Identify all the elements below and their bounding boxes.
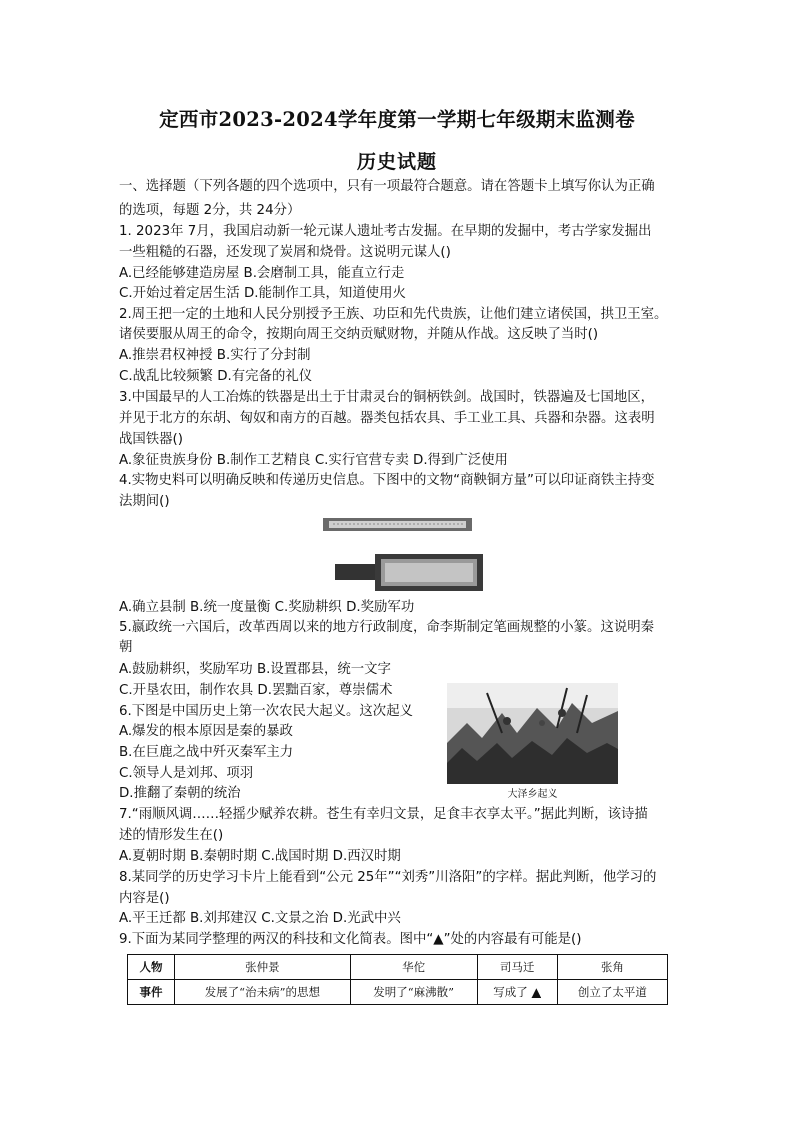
triangle-marker-icon: ▲ — [531, 985, 541, 999]
q1-stem-cont: 一些粗糙的石器，还发现了炭屑和烧骨。这说明元谋人() — [119, 245, 451, 260]
q1-options-cd: C.开始过着定居生活 D.能制作工具，知道使用火 — [119, 286, 406, 301]
q2-stem: 2.周王把一定的土地和人民分别授予王族、功臣和先代贵族，让他们建立诸侯国，拱卫王室。 — [119, 307, 668, 322]
bronze-measure-top-image — [323, 516, 472, 533]
q6-option-b: B.在巨鹿之战中歼灭秦军主力 — [119, 745, 294, 760]
q1-options-ab: A.已经能够建造房屋 B.会磨制工具，能直立行走 — [119, 266, 405, 281]
table-cell: 张角 — [557, 955, 667, 980]
section-heading-cont: 的选项，每题 2分，共 24分） — [119, 203, 301, 218]
table-cell: 张仲景 — [175, 955, 351, 980]
table-cell — [477, 980, 557, 1005]
exam-subtitle: 历史试题 — [356, 151, 437, 173]
q4-options: A.确立县制 B.统一度量衡 C.奖励耕织 D.奖励军功 — [119, 600, 415, 615]
exam-title: 定西市2023-2024学年度第一学期七年级期末监测卷 — [159, 108, 635, 131]
table-row — [128, 955, 668, 980]
q4-stem-cont: 法期间() — [119, 494, 170, 509]
q3-stem-cont: 并见于北方的东胡、匈奴和南方的百越。器类包括农具、手工业工具、兵器和杂器。这表明 — [119, 411, 655, 426]
q6-option-a: A.爆发的根本原因是秦的暴政 — [119, 724, 293, 739]
q3-options: A.象征贵族身份 B.制作工艺精良 C.实行官营专卖 D.得到广泛使用 — [119, 453, 508, 468]
q3-stem: 3.中国最早的人工冶炼的铁器是出土于甘肃灵台的铜柄铁剑。战国时，铁器遍及七国地区， — [119, 390, 655, 405]
q4-stem: 4.实物史料可以明确反映和传递历史信息。下图中的文物“商鞅铜方量”可以印证商铁主持变 — [119, 473, 655, 488]
q5-stem-cont: 朝 — [119, 640, 133, 655]
q6-option-c: C.领导人是刘邦、项羽 — [119, 766, 254, 781]
q7-options: A.夏朝时期 B.秦朝时期 C.战国时期 D.西汉时期 — [119, 849, 401, 864]
table-row — [128, 980, 668, 1005]
table-cell: 创立了太平道 — [557, 980, 667, 1005]
table-cell: 发明了“麻沸散” — [350, 980, 477, 1005]
q3-stem-end: 战国铁器() — [119, 432, 184, 447]
table-cell: 人物 — [128, 955, 175, 980]
q5-options-cd: C.开垦农田，制作农具 D.罢黜百家，尊崇儒术 — [119, 683, 393, 698]
q2-options-cd: C.战乱比较频繁 D.有完备的礼仪 — [119, 369, 313, 384]
table-cell: 发展了“治未病”的思想 — [175, 980, 351, 1005]
q5-options-ab: A.鼓励耕织，奖励军功 B.设置郡县，统一文字 — [119, 662, 391, 677]
q7-stem: 7.“雨顺风调……轻摇少赋养农耕。苍生有幸归文景，足食丰衣享太平。”据此判断，该诗描 — [119, 807, 648, 822]
q8-stem-cont: 内容是() — [119, 891, 170, 906]
q8-options: A.平王迁都 B.刘邦建汉 C.文景之治 D.光武中兴 — [119, 911, 401, 926]
q9-stem: 9.下面为某同学整理的两汉的科技和文化简表。图中“▲”处的内容最有可能是() — [119, 932, 582, 947]
table-cell-text: 写成了 — [493, 985, 528, 999]
dazexiang-uprising-image — [447, 683, 618, 784]
q6-option-d: D.推翻了秦朝的统治 — [119, 786, 241, 801]
section-heading: 一、选择题（下列各题的四个选项中，只有一项最符合题意。请在答题卡上填写你认为正确 — [119, 179, 655, 194]
q7-stem-cont: 述的情形发生在() — [119, 828, 224, 843]
q8-stem: 8.某同学的历史学习卡片上能看到“公元 25年”“刘秀”川洛阳”的字样。据此判断，他学习的 — [119, 870, 657, 885]
table-cell: 司马迁 — [477, 955, 557, 980]
q2-stem-cont: 诸侯要服从周王的命令，按期向周王交纳贡赋财物，并随从作战。这反映了当时() — [119, 327, 599, 342]
table-cell: 事件 — [128, 980, 175, 1005]
image-caption: 大泽乡起义 — [507, 789, 558, 800]
q1-stem: 1. 2023年 7月，我国启动新一轮元谋人遗址考古发掘。在早期的发掘中，考古学家发掘出 — [119, 224, 652, 239]
q5-stem: 5.嬴政统一六国后，改革西周以来的地方行政制度，命李斯制定笔画规整的小篆。这说明秦 — [119, 620, 655, 635]
science-culture-table — [127, 954, 668, 1005]
bronze-measure-vessel-image — [335, 554, 483, 591]
table-cell: 华佗 — [350, 955, 477, 980]
q2-options-ab: A.推崇君权神授 B.实行了分封制 — [119, 348, 311, 363]
q6-stem: 6.下图是中国历史上第一次农民大起义。这次起义 — [119, 704, 413, 719]
